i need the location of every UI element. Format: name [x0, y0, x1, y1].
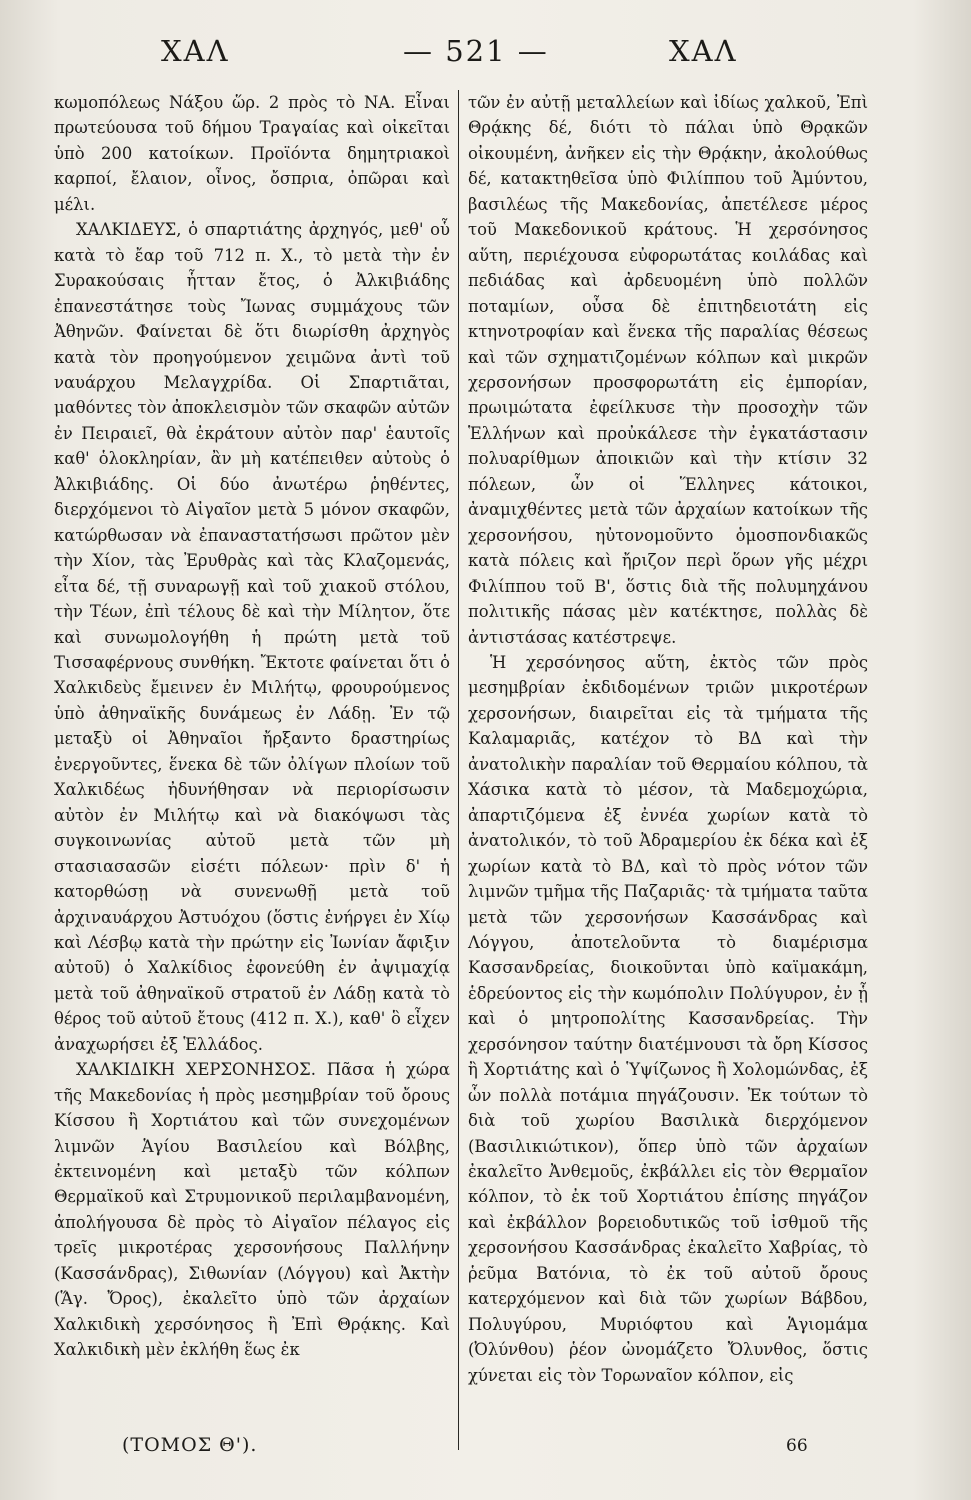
entry-chalkidiki: ΧΑΛΚΙΔΙΚΗ ΧΕΡΣΟΝΗΣΟΣ. Πᾶσα ἡ χώρα τῆς Μακεδονίας ἡ πρὸς μεσημβρίαν τοῦ ὄρους Κίσσου ἢ Χορτιάτου καὶ τῶν συνεχομένων λιμνῶν Ἁγίου Βασιλείου καὶ Βόλβης, ἐκτεινομένη καὶ μεταξὺ τῶν κόλπων Θερμαϊκοῦ καὶ Στρυμονικοῦ περιλαμβανομένη, ἀπολήγουσα δὲ πρὸς τὸ Αἰγαῖον πέλαγος εἰς τρεῖς μικροτέρας χερσονήσους Παλλήνην (Κασσάνδρας), Σιθωνίαν (Λόγγου) καὶ Ἀκτὴν (Ἅγ. Ὄρος), ἐκαλεῖτο ὑπὸ τῶν ἀρχαίων Χαλκιδικὴ χερσόνησος ἢ Ἐπὶ Θρᾴκης. Καὶ Χαλκιδικὴ μὲν ἐκλήθη ἕως ἐκ — [54, 1060, 450, 1360]
paragraph-continuation-right: τῶν ἐν αὐτῇ μεταλλείων καὶ ἰδίως χαλκοῦ, Ἐπὶ Θρᾴκης δέ, διότι τὸ πάλαι ὑπὸ Θρᾳκῶν οἰκουμένη, ἀνῆκεν εἰς τὴν Θρᾴκην, ἀκολούθως δέ, κατακτηθεῖσα ὑπὸ Φιλίππου τοῦ Ἀμύντου, βασιλέως τῆς Μακεδονίας, ἀπετέλεσε μέρος τοῦ Μακεδονικοῦ κράτους. Ἡ χερσόνησος αὕτη, περιέχουσα εὐφορωτάτας κοιλάδας καὶ πεδιάδας καὶ ἀρδευομένη ὑπὸ πολλῶν ποταμίων, οὖσα δὲ ἐπιτηδειοτάτη εἰς κτηνοτροφίαν καὶ ἕνεκα τῆς παραλίας θέσεως καὶ τῶν σχηματιζομένων κόλπων καὶ μικρῶν χερσονήσων προσφορωτάτη εἰς ἐμπορίαν, πρωιμώτατα ἐφείλκυσε τὴν προσοχὴν τῶν Ἑλλήνων καὶ προὐκάλεσε τὴν ἐγκατάστασιν πολυαρίθμων ἀποικιῶν καὶ τὴν κτίσιν 32 πόλεων, ὧν οἱ Ἕλληνες κάτοικοι, ἀναμιχθέντες μετὰ τῶν ἀρχαίων κατοίκων τῆς χερσονήσου, ηὐτονομοῦντο ὁμοσπονδιακῶς κατὰ πόλεις καὶ ἤριζον περὶ ὅρων γῆς μέχρι Φιλίππου τοῦ Β', ὅστις διὰ τῆς πολυμηχάνου πολιτικῆς πάσας μὲν κατέκτησε, πολλὰς δὲ ἀντιστάσας κατέστρεψε. — [468, 93, 868, 647]
header-left-keyword: ΧΑΛ — [161, 34, 230, 68]
paragraph-peninsula-division: Ἡ χερσόνησος αὕτη, ἐκτὸς τῶν πρὸς μεσημβρίαν ἐκδιδομένων τριῶν μικροτέρων χερσονήσων, διαιρεῖται εἰς τὰ τμήματα τῆς Καλαμαριᾶς, κατέχον τὸ ΒΔ καὶ τὴν ἀνατολικὴν παραλίαν τοῦ Θερμαίου κόλπου, τὰ Χάσικα κατὰ τὸ μέσον, τὰ Μαδεμοχώρια, ἀπαρτιζόμενα ἐξ ἐννέα χωρίων κατὰ τὸ ἀνατολικόν, τὸ τοῦ Ἀδραμερίου ἐκ δέκα καὶ ἐξ χωρίων κατὰ τὸ ΒΔ, καὶ τὸ πρὸς νότον τῶν λιμνῶν τμῆμα τῆς Παζαριᾶς· τὰ τμήματα ταῦτα μετὰ τῶν χερσονήσων Κασσάνδρας καὶ Λόγγου, ἀποτελοῦντα τὸ διαμέρισμα Κασσανδρείας, διοικοῦνται ὑπὸ καϊμακάμη, ἑδρεύοντος εἰς τὴν κωμόπολιν Πολύγυρον, ἐν ᾗ καὶ ὁ μητροπολίτης Κασσανδρείας. Τὴν χερσόνησον ταύτην διατέμνουσι τὰ ὄρη Κίσσος ἢ Χορτιάτης καὶ ὁ Ὑψίζωνος ἢ Χολομώνδας, ἐξ ὧν πολλὰ ποτάμια πηγάζουσιν. Ἐκ τούτων τὸ διὰ τοῦ χωρίου Βασιλικὰ διερχόμενον (Βασιλικιώτικον), ὅπερ ὑπὸ τῶν ἀρχαίων ἐκαλεῖτο Ἀνθεμοῦς, ἐκβάλλει εἰς τὸν Θερμαῖον κόλπον, τὸ ἐκ τοῦ Χορτιάτου ἐπίσης πηγάζον καὶ ἐκβάλλον βορειοδυτικῶς τοῦ ἰσθμοῦ τῆς χερσονήσου Κασσάνδρας ἐκαλεῖτο Χαβρίας, τὸ ῥεῦμα Βατόνια, τὸ ἐκ τοῦ αὐτοῦ ὄρους κατερχόμενον καὶ διὰ τῶν χωρίων Βάβδου, Πολυγύρου, Μυριόφτου καὶ Ἁγιομάμα (Ὀλύνθου) ῥέον ὠνομάζετο Ὄλυνθος, ὅστις χύνεται εἰς τὸν Τορωναῖον κόλπον, εἰς — [468, 652, 868, 1385]
volume-note: (ΤΟΜΟΣ Θ'). — [122, 1434, 258, 1456]
signature-mark: 66 — [786, 1436, 808, 1456]
page-number: — 521 — — [403, 34, 549, 68]
right-column — [468, 90, 868, 1388]
column-divider — [458, 90, 459, 1450]
running-header — [95, 34, 885, 84]
entry-chalkideus: ΧΑΛΚΙΔΕΥΣ, ὁ σπαρτιάτης ἀρχηγός, μεθ' οὗ κατὰ τὸ ἔαρ τοῦ 712 π. Χ., τὸ μετὰ τὴν ἐν Συρακούσαις ἧτταν ἔτος, ὁ Ἀλκιβιάδης ἐπανεστάτησε τοὺς Ἴωνας συμμάχους τῶν Ἀθηνῶν. Φαίνεται δὲ ὅτι διωρίσθη ἀρχηγὸς κατὰ τὸν προηγούμενον χειμῶνα ἀντὶ τοῦ ναυάρχου Μελαγχρίδα. Οἱ Σπαρτιᾶται, μαθόντες τὸν ἀποκλεισμὸν τῶν σκαφῶν αὐτῶν ἐν Πειραιεῖ, θὰ ἐκράτουν αὐτὸν παρ' ἑαυτοῖς καθ' ὁλοκληρίαν, ἂν μὴ κατέπειθεν αὐτοὺς ὁ Ἀλκιβιάδης. Οἱ δύο ἀνωτέρω ῥηθέντες, διερχόμενοι τὸ Αἰγαῖον μετὰ 5 μόνον σκαφῶν, κατώρθωσαν νὰ ἐπαναστατήσωσι πρῶτον μὲν τὴν Χίον, τὰς Ἐρυθρὰς καὶ τὰς Κλαζομενάς, εἶτα δέ, τῇ συναρωγῇ καὶ τοῦ χιακοῦ στόλου, τὴν Τέων, ἐπὶ τέλους δὲ καὶ τὴν Μίλητον, ὅτε καὶ συνωμολογήθη ἡ πρώτη μετὰ τοῦ Τισσαφέρνους συνθήκη. Ἔκτοτε φαίνεται ὅτι ὁ Χαλκιδεὺς ἔμεινεν ἐν Μιλήτῳ, φρουρούμενος ὑπὸ ἀθηναϊκῆς δυνάμεως ἐν Λάδῃ. Ἐν τῷ μεταξὺ οἱ Ἀθηναῖοι ἤρξαντο δραστηρίως ἐνεργοῦντες, ἕνεκα δὲ τῶν ὀλίγων πλοίων τοῦ Χαλκιδέως ἠδυνήθησαν νὰ περιορίσωσιν αὐτὸν ἐν Μιλήτῳ καὶ νὰ διακόψωσι τὰς συγκοινωνίας αὐτοῦ μετὰ τῶν μὴ στασιασασῶν εἰσέτι πόλεων· πρὶν δ' ἡ κατορθώσῃ νὰ συνενωθῇ μετὰ τοῦ ἀρχιναυάρχου Ἀστυόχου (ὅστις ἐνήργει ἐν Χίῳ καὶ Λέσβῳ κατὰ τὴν πρώτην εἰς Ἰωνίαν ἄφιξιν αὐτοῦ) ὁ Χαλκίδιος ἐφονεύθη ἐν ἀψιμαχίᾳ μετὰ τοῦ ἀθηναϊκοῦ στρατοῦ ἐν Λάδῃ κατὰ τὸ θέρος τοῦ αὐτοῦ ἔτους (412 π. Χ.), καθ' ὃ εἶχεν ἀναχωρήσει ἐξ Ἑλλάδος. — [54, 220, 450, 1054]
header-right-keyword: ΧΑΛ — [669, 34, 738, 68]
left-column — [54, 90, 450, 1363]
paragraph-continuation: κωμοπόλεως Νάξου ὥρ. 2 πρὸς τὸ ΝΑ. Εἶναι πρωτεύουσα τοῦ δήμου Τραγαίας καὶ οἰκεῖται ὑπὸ 200 κατοίκων. Προϊόντα δημητριακοὶ καρποί, ἔλαιον, οἶνος, ὄσπρια, ὀπῶραι καὶ μέλι. — [54, 93, 450, 214]
